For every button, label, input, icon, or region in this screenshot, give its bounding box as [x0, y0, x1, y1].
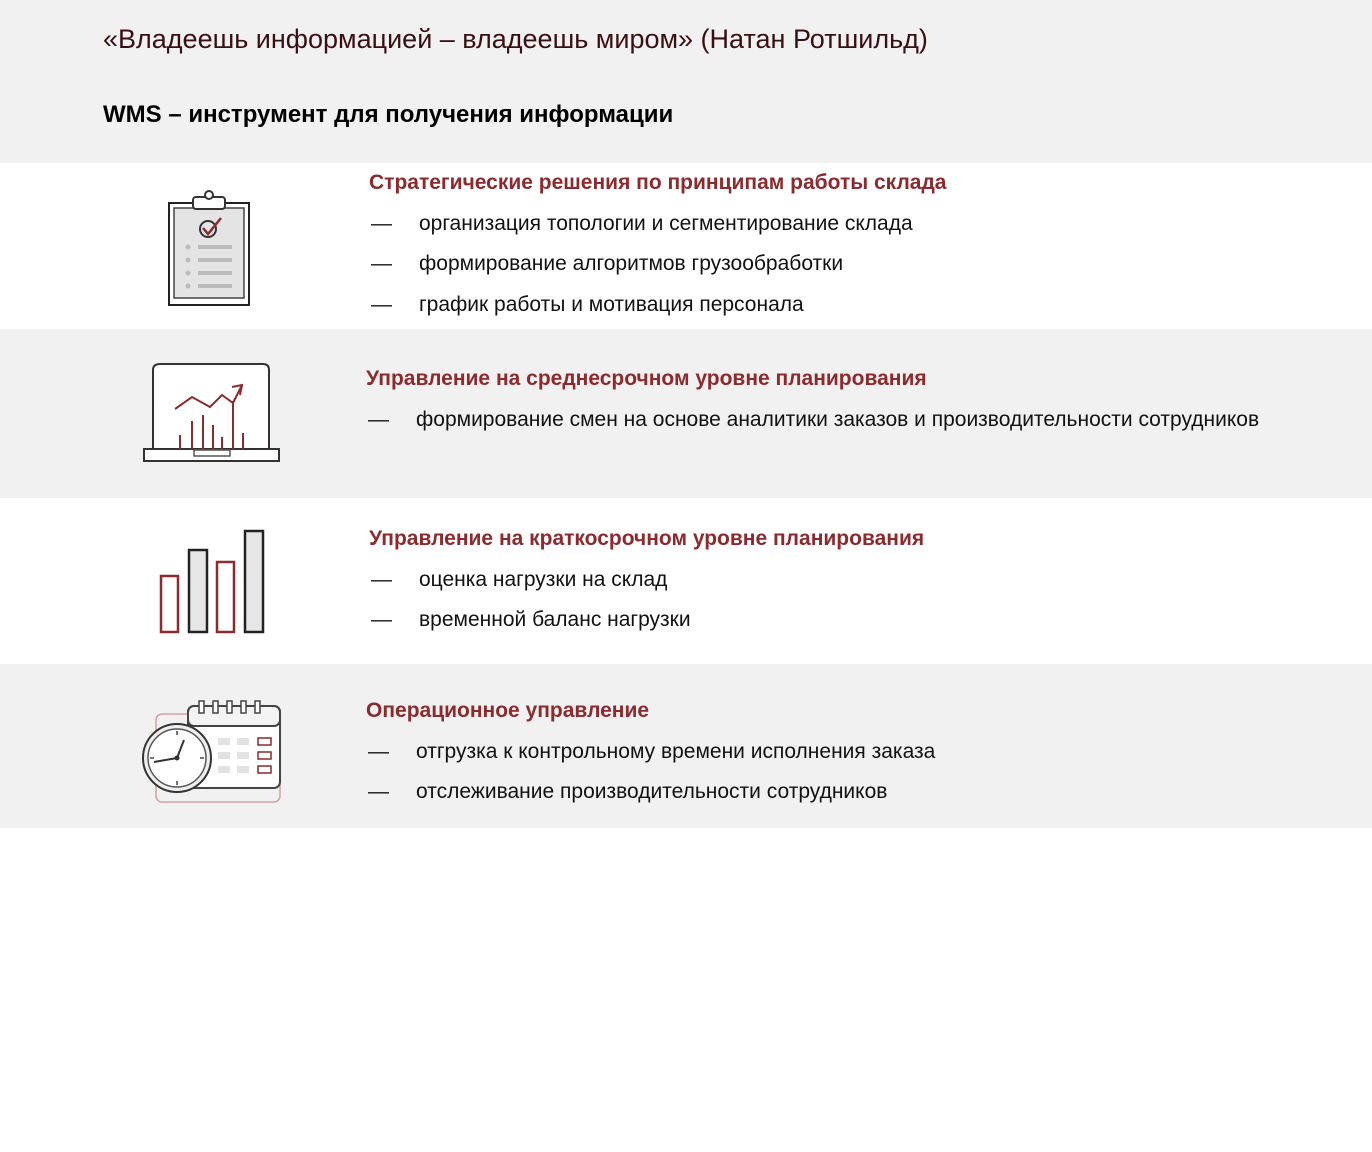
section-strategic [0, 163, 1372, 329]
section-operational [0, 664, 1372, 828]
bullet-dash: — [371, 212, 392, 235]
section-title: Стратегические решения по принципам работы склада [369, 171, 947, 194]
bar-chart-icon [156, 528, 270, 636]
bullet-dash: — [371, 608, 392, 631]
section-title: Операционное управление [366, 699, 650, 722]
subtitle: WMS – инструмент для получения информации [103, 101, 674, 128]
laptop-chart-icon [142, 361, 282, 467]
bullet-item: отгрузка к контрольному времени исполнения заказа [416, 740, 936, 763]
clipboard-checklist-icon [160, 189, 258, 311]
section-shortterm [0, 498, 1372, 664]
bullet-dash: — [371, 293, 392, 316]
section-midterm [0, 329, 1372, 498]
bullet-item: организация топологии и сегментирование склада [419, 212, 913, 235]
quote: «Владеешь информацией – владеешь миром» (Натан Ротшильд) [103, 24, 928, 54]
section-title: Управление на краткосрочном уровне планирования [369, 527, 925, 550]
bullet-item: временной баланс нагрузки [419, 608, 691, 631]
bullet-item: график работы и мотивация персонала [419, 293, 804, 316]
bullet-item: отслеживание производительности сотрудников [416, 780, 888, 803]
section-title: Управление на среднесрочном уровне планирования [366, 367, 927, 390]
bullet-item: формирование алгоритмов грузообработки [419, 252, 844, 275]
header-band [0, 0, 1372, 163]
clock-calendar-icon [140, 700, 286, 806]
bullet-dash: — [368, 740, 389, 763]
bullet-dash: — [368, 408, 389, 431]
bullet-dash: — [371, 568, 392, 591]
bullet-dash: — [368, 780, 389, 803]
bullet-item: формирование смен на основе аналитики заказов и производительности сотрудников [416, 408, 1260, 431]
bullet-item: оценка нагрузки на склад [419, 568, 668, 591]
bullet-dash: — [371, 252, 392, 275]
